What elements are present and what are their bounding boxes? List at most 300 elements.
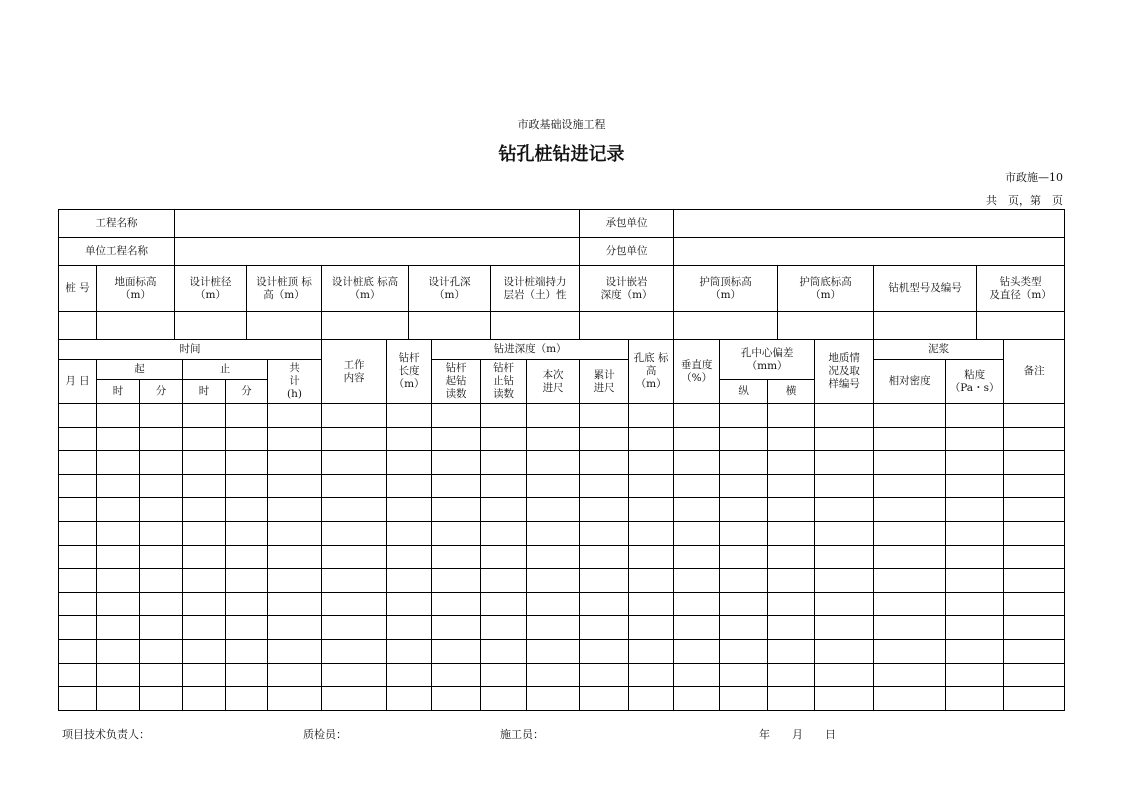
log-cell[interactable] xyxy=(268,521,322,545)
log-cell[interactable] xyxy=(481,545,527,569)
log-cell[interactable] xyxy=(183,663,226,687)
log-cell[interactable] xyxy=(432,687,481,711)
log-cell[interactable] xyxy=(946,639,1004,663)
log-cell[interactable] xyxy=(527,592,580,616)
log-cell[interactable] xyxy=(815,404,874,428)
hdr-this-footage: 本次 进尺 xyxy=(527,360,580,404)
log-cell[interactable] xyxy=(226,639,268,663)
log-cell[interactable] xyxy=(183,639,226,663)
log-cell[interactable] xyxy=(59,451,97,475)
log-cell[interactable] xyxy=(140,663,183,687)
log-cell[interactable] xyxy=(97,592,140,616)
log-cell[interactable] xyxy=(1004,451,1065,475)
log-cell[interactable] xyxy=(432,404,481,428)
subtitle: 市政基础设施工程 xyxy=(517,118,606,131)
log-cell[interactable] xyxy=(580,427,629,451)
log-cell[interactable] xyxy=(580,687,629,711)
log-cell[interactable] xyxy=(481,687,527,711)
log-cell[interactable] xyxy=(322,545,387,569)
log-cell[interactable] xyxy=(1004,639,1065,663)
bearing-layer-cell[interactable] xyxy=(491,312,580,340)
log-cell[interactable] xyxy=(674,663,720,687)
log-cell[interactable] xyxy=(768,687,815,711)
log-cell[interactable] xyxy=(140,404,183,428)
log-cell[interactable] xyxy=(874,451,946,475)
log-cell[interactable] xyxy=(59,404,97,428)
log-cell[interactable] xyxy=(387,639,432,663)
log-cell[interactable] xyxy=(432,498,481,522)
log-cell[interactable] xyxy=(674,404,720,428)
log-cell[interactable] xyxy=(874,474,946,498)
log-cell[interactable] xyxy=(226,663,268,687)
log-cell[interactable] xyxy=(768,545,815,569)
contractor-field[interactable] xyxy=(674,210,1065,238)
log-cell[interactable] xyxy=(481,616,527,640)
log-cell[interactable] xyxy=(674,592,720,616)
log-cell[interactable] xyxy=(140,451,183,475)
log-cell[interactable] xyxy=(1004,569,1065,593)
log-cell[interactable] xyxy=(580,639,629,663)
design-depth-cell[interactable] xyxy=(409,312,491,340)
log-cell[interactable] xyxy=(674,427,720,451)
log-cell[interactable] xyxy=(387,498,432,522)
log-cell[interactable] xyxy=(720,474,768,498)
log-cell[interactable] xyxy=(768,639,815,663)
log-cell[interactable] xyxy=(183,451,226,475)
log-cell[interactable] xyxy=(226,687,268,711)
hdr-hole-bottom: 孔底 标 高 （m） xyxy=(629,340,674,404)
log-cell[interactable] xyxy=(268,545,322,569)
log-cell[interactable] xyxy=(140,498,183,522)
hdr-end-hour: 时 xyxy=(183,380,226,404)
log-cell[interactable] xyxy=(580,545,629,569)
log-cell[interactable] xyxy=(97,427,140,451)
log-cell[interactable] xyxy=(140,545,183,569)
log-cell[interactable] xyxy=(59,545,97,569)
log-cell[interactable] xyxy=(946,521,1004,545)
log-cell[interactable] xyxy=(720,569,768,593)
log-cell[interactable] xyxy=(268,498,322,522)
log-cell[interactable] xyxy=(815,569,874,593)
log-cell[interactable] xyxy=(322,404,387,428)
hdr-cum-footage: 累计 进尺 xyxy=(580,360,629,404)
log-cell[interactable] xyxy=(97,545,140,569)
log-cell[interactable] xyxy=(481,592,527,616)
log-cell[interactable] xyxy=(629,427,674,451)
log-cell[interactable] xyxy=(815,592,874,616)
log-cell[interactable] xyxy=(183,687,226,711)
log-cell[interactable] xyxy=(481,639,527,663)
log-cell[interactable] xyxy=(815,616,874,640)
log-cell[interactable] xyxy=(97,569,140,593)
log-cell[interactable] xyxy=(720,663,768,687)
log-cell[interactable] xyxy=(268,474,322,498)
log-cell[interactable] xyxy=(768,521,815,545)
log-cell[interactable] xyxy=(97,498,140,522)
log-cell[interactable] xyxy=(432,451,481,475)
log-cell[interactable] xyxy=(720,498,768,522)
log-cell[interactable] xyxy=(432,427,481,451)
log-cell[interactable] xyxy=(481,663,527,687)
log-cell[interactable] xyxy=(432,592,481,616)
log-cell[interactable] xyxy=(629,521,674,545)
log-cell[interactable] xyxy=(720,427,768,451)
log-cell[interactable] xyxy=(59,427,97,451)
log-cell[interactable] xyxy=(1004,404,1065,428)
log-cell[interactable] xyxy=(481,521,527,545)
page-info: 共 页，第 页 xyxy=(986,194,1063,207)
log-cell[interactable] xyxy=(226,545,268,569)
log-cell[interactable] xyxy=(322,521,387,545)
log-cell[interactable] xyxy=(580,474,629,498)
log-cell[interactable] xyxy=(720,616,768,640)
rock-depth-cell[interactable] xyxy=(580,312,674,340)
page-title: 钻孔桩钻进记录 xyxy=(498,144,625,165)
log-cell[interactable] xyxy=(59,616,97,640)
log-cell[interactable] xyxy=(140,639,183,663)
log-cell[interactable] xyxy=(629,474,674,498)
log-cell[interactable] xyxy=(387,592,432,616)
col-bit-type: 钻头类型 及直径（m） xyxy=(977,266,1065,312)
log-cell[interactable] xyxy=(268,687,322,711)
log-cell[interactable] xyxy=(527,427,580,451)
log-cell[interactable] xyxy=(183,498,226,522)
log-cell[interactable] xyxy=(720,592,768,616)
log-cell[interactable] xyxy=(874,521,946,545)
log-cell[interactable] xyxy=(268,404,322,428)
log-cell[interactable] xyxy=(815,474,874,498)
log-cell[interactable] xyxy=(140,687,183,711)
log-cell[interactable] xyxy=(432,521,481,545)
log-cell[interactable] xyxy=(481,451,527,475)
log-cell[interactable] xyxy=(674,639,720,663)
log-cell[interactable] xyxy=(629,545,674,569)
log-cell[interactable] xyxy=(527,545,580,569)
project-name-label: 工程名称 xyxy=(59,210,175,238)
log-cell[interactable] xyxy=(720,545,768,569)
pile-no-cell[interactable] xyxy=(59,312,97,340)
casing-bottom-cell[interactable] xyxy=(778,312,874,340)
log-cell[interactable] xyxy=(432,474,481,498)
log-cell[interactable] xyxy=(946,451,1004,475)
log-cell[interactable] xyxy=(768,474,815,498)
log-cell[interactable] xyxy=(629,404,674,428)
log-cell[interactable] xyxy=(1004,616,1065,640)
log-cell[interactable] xyxy=(946,616,1004,640)
log-cell[interactable] xyxy=(629,569,674,593)
log-cell[interactable] xyxy=(580,569,629,593)
log-cell[interactable] xyxy=(946,474,1004,498)
log-cell[interactable] xyxy=(59,592,97,616)
log-cell[interactable] xyxy=(59,663,97,687)
log-cell[interactable] xyxy=(629,592,674,616)
log-cell[interactable] xyxy=(322,498,387,522)
log-cell[interactable] xyxy=(140,569,183,593)
log-cell[interactable] xyxy=(226,521,268,545)
hdr-end-minute: 分 xyxy=(226,380,268,404)
log-cell[interactable] xyxy=(674,521,720,545)
log-cell[interactable] xyxy=(1004,427,1065,451)
log-cell[interactable] xyxy=(226,569,268,593)
log-cell[interactable] xyxy=(481,404,527,428)
log-cell[interactable] xyxy=(874,663,946,687)
log-cell[interactable] xyxy=(629,616,674,640)
log-cell[interactable] xyxy=(97,404,140,428)
design-bottom-cell[interactable] xyxy=(322,312,409,340)
log-cell[interactable] xyxy=(768,592,815,616)
log-cell[interactable] xyxy=(674,687,720,711)
log-cell[interactable] xyxy=(140,521,183,545)
log-cell[interactable] xyxy=(946,592,1004,616)
log-cell[interactable] xyxy=(768,451,815,475)
log-cell[interactable] xyxy=(268,451,322,475)
log-cell[interactable] xyxy=(432,569,481,593)
log-cell[interactable] xyxy=(387,427,432,451)
log-cell[interactable] xyxy=(580,521,629,545)
log-cell[interactable] xyxy=(97,451,140,475)
log-cell[interactable] xyxy=(183,569,226,593)
table-row xyxy=(59,545,1065,569)
log-cell[interactable] xyxy=(183,592,226,616)
log-cell[interactable] xyxy=(387,569,432,593)
log-cell[interactable] xyxy=(629,498,674,522)
log-cell[interactable] xyxy=(874,687,946,711)
subcontractor-field[interactable] xyxy=(674,238,1065,266)
log-cell[interactable] xyxy=(97,687,140,711)
log-cell[interactable] xyxy=(322,687,387,711)
log-cell[interactable] xyxy=(527,404,580,428)
log-cell[interactable] xyxy=(580,663,629,687)
design-top-cell[interactable] xyxy=(247,312,322,340)
log-cell[interactable] xyxy=(946,569,1004,593)
log-cell[interactable] xyxy=(768,663,815,687)
log-cell[interactable] xyxy=(97,663,140,687)
log-cell[interactable] xyxy=(768,616,815,640)
col-bearing-layer: 设计桩端持力 层岩（土）性 xyxy=(491,266,580,312)
hdr-center-dev: 孔中心偏差 （mm） xyxy=(720,340,815,380)
log-cell[interactable] xyxy=(322,427,387,451)
log-cell[interactable] xyxy=(59,521,97,545)
log-cell[interactable] xyxy=(268,616,322,640)
log-cell[interactable] xyxy=(183,404,226,428)
log-cell[interactable] xyxy=(432,545,481,569)
log-cell[interactable] xyxy=(140,427,183,451)
log-cell[interactable] xyxy=(1004,545,1065,569)
col-casing-top: 护筒顶标高 （m） xyxy=(674,266,778,312)
log-cell[interactable] xyxy=(874,498,946,522)
log-cell[interactable] xyxy=(387,663,432,687)
log-cell[interactable] xyxy=(322,663,387,687)
log-cell[interactable] xyxy=(768,569,815,593)
log-cell[interactable] xyxy=(674,451,720,475)
log-cell[interactable] xyxy=(1004,592,1065,616)
log-cell[interactable] xyxy=(815,663,874,687)
log-cell[interactable] xyxy=(674,616,720,640)
log-cell[interactable] xyxy=(183,521,226,545)
log-cell[interactable] xyxy=(97,616,140,640)
log-cell[interactable] xyxy=(674,474,720,498)
log-cell[interactable] xyxy=(268,427,322,451)
log-cell[interactable] xyxy=(97,521,140,545)
log-cell[interactable] xyxy=(629,663,674,687)
log-cell[interactable] xyxy=(527,663,580,687)
log-cell[interactable] xyxy=(387,687,432,711)
log-cell[interactable] xyxy=(387,474,432,498)
log-cell[interactable] xyxy=(946,663,1004,687)
log-cell[interactable] xyxy=(815,498,874,522)
unit-project-field[interactable] xyxy=(175,238,580,266)
log-cell[interactable] xyxy=(1004,521,1065,545)
log-cell[interactable] xyxy=(226,451,268,475)
log-cell[interactable] xyxy=(674,569,720,593)
log-cell[interactable] xyxy=(527,474,580,498)
log-cell[interactable] xyxy=(481,474,527,498)
log-cell[interactable] xyxy=(674,545,720,569)
hdr-month-day: 月 日 xyxy=(59,360,97,404)
log-cell[interactable] xyxy=(720,451,768,475)
log-cell[interactable] xyxy=(874,545,946,569)
log-cell[interactable] xyxy=(59,639,97,663)
log-cell[interactable] xyxy=(226,592,268,616)
casing-top-cell[interactable] xyxy=(674,312,778,340)
log-cell[interactable] xyxy=(59,569,97,593)
log-cell[interactable] xyxy=(629,687,674,711)
log-cell[interactable] xyxy=(226,427,268,451)
project-name-field[interactable] xyxy=(175,210,580,238)
log-cell[interactable] xyxy=(226,616,268,640)
log-cell[interactable] xyxy=(527,498,580,522)
log-cell[interactable] xyxy=(946,545,1004,569)
log-cell[interactable] xyxy=(674,498,720,522)
log-cell[interactable] xyxy=(527,451,580,475)
log-cell[interactable] xyxy=(140,592,183,616)
log-cell[interactable] xyxy=(629,451,674,475)
log-cell[interactable] xyxy=(183,474,226,498)
table-row xyxy=(59,474,1065,498)
design-dia-cell[interactable] xyxy=(175,312,247,340)
log-cell[interactable] xyxy=(874,616,946,640)
bit-type-cell[interactable] xyxy=(977,312,1065,340)
log-cell[interactable] xyxy=(387,404,432,428)
log-cell[interactable] xyxy=(322,569,387,593)
log-cell[interactable] xyxy=(387,616,432,640)
log-cell[interactable] xyxy=(946,404,1004,428)
col-design-depth: 设计孔深 （m） xyxy=(409,266,491,312)
log-cell[interactable] xyxy=(527,687,580,711)
inspector-label: 质检员： xyxy=(303,728,347,741)
log-cell[interactable] xyxy=(1004,498,1065,522)
log-cell[interactable] xyxy=(527,616,580,640)
log-cell[interactable] xyxy=(946,427,1004,451)
log-cell[interactable] xyxy=(815,427,874,451)
log-cell[interactable] xyxy=(720,521,768,545)
log-cell[interactable] xyxy=(481,427,527,451)
log-cell[interactable] xyxy=(268,569,322,593)
log-cell[interactable] xyxy=(322,451,387,475)
log-cell[interactable] xyxy=(140,616,183,640)
log-cell[interactable] xyxy=(183,427,226,451)
log-cell[interactable] xyxy=(432,639,481,663)
log-cell[interactable] xyxy=(580,616,629,640)
hdr-density: 相对密度 xyxy=(874,360,946,404)
log-cell[interactable] xyxy=(768,404,815,428)
log-cell[interactable] xyxy=(432,663,481,687)
log-cell[interactable] xyxy=(481,569,527,593)
log-cell[interactable] xyxy=(268,639,322,663)
log-cell[interactable] xyxy=(1004,687,1065,711)
log-cell[interactable] xyxy=(768,427,815,451)
log-cell[interactable] xyxy=(768,498,815,522)
log-cell[interactable] xyxy=(322,592,387,616)
log-cell[interactable] xyxy=(140,474,183,498)
log-cell[interactable] xyxy=(629,639,674,663)
log-cell[interactable] xyxy=(946,687,1004,711)
log-cell[interactable] xyxy=(481,498,527,522)
log-cell[interactable] xyxy=(720,404,768,428)
log-cell[interactable] xyxy=(815,451,874,475)
log-cell[interactable] xyxy=(59,687,97,711)
log-cell[interactable] xyxy=(59,498,97,522)
log-cell[interactable] xyxy=(183,616,226,640)
log-cell[interactable] xyxy=(874,639,946,663)
log-cell[interactable] xyxy=(580,404,629,428)
log-cell[interactable] xyxy=(268,592,322,616)
log-cell[interactable] xyxy=(97,639,140,663)
log-cell[interactable] xyxy=(815,639,874,663)
log-cell[interactable] xyxy=(1004,474,1065,498)
log-cell[interactable] xyxy=(527,639,580,663)
hdr-verticality: 垂直度 （%） xyxy=(674,340,720,404)
log-cell[interactable] xyxy=(874,427,946,451)
log-cell[interactable] xyxy=(59,474,97,498)
log-cell[interactable] xyxy=(527,521,580,545)
log-cell[interactable] xyxy=(580,451,629,475)
col-casing-bottom: 护筒底标高 （m） xyxy=(778,266,874,312)
log-cell[interactable] xyxy=(226,498,268,522)
log-cell[interactable] xyxy=(874,592,946,616)
log-cell[interactable] xyxy=(226,474,268,498)
log-cell[interactable] xyxy=(527,569,580,593)
rig-model-cell[interactable] xyxy=(874,312,977,340)
log-cell[interactable] xyxy=(322,474,387,498)
log-cell[interactable] xyxy=(815,545,874,569)
log-cell[interactable] xyxy=(432,616,481,640)
pile-info-table xyxy=(58,209,1065,340)
log-cell[interactable] xyxy=(322,616,387,640)
ground-elev-cell[interactable] xyxy=(97,312,175,340)
log-cell[interactable] xyxy=(874,569,946,593)
log-cell[interactable] xyxy=(815,521,874,545)
log-cell[interactable] xyxy=(874,404,946,428)
log-cell[interactable] xyxy=(720,687,768,711)
log-cell[interactable] xyxy=(226,404,268,428)
log-cell[interactable] xyxy=(97,474,140,498)
log-cell[interactable] xyxy=(815,687,874,711)
log-cell[interactable] xyxy=(387,521,432,545)
log-cell[interactable] xyxy=(268,663,322,687)
log-cell[interactable] xyxy=(720,639,768,663)
log-cell[interactable] xyxy=(946,498,1004,522)
log-cell[interactable] xyxy=(322,639,387,663)
log-cell[interactable] xyxy=(580,498,629,522)
log-cell[interactable] xyxy=(580,592,629,616)
log-cell[interactable] xyxy=(1004,663,1065,687)
log-cell[interactable] xyxy=(183,545,226,569)
form-code: 市政施—10 xyxy=(1005,171,1063,184)
log-cell[interactable] xyxy=(387,545,432,569)
col-rig-model: 钻机型号及编号 xyxy=(874,266,977,312)
log-cell[interactable] xyxy=(387,451,432,475)
